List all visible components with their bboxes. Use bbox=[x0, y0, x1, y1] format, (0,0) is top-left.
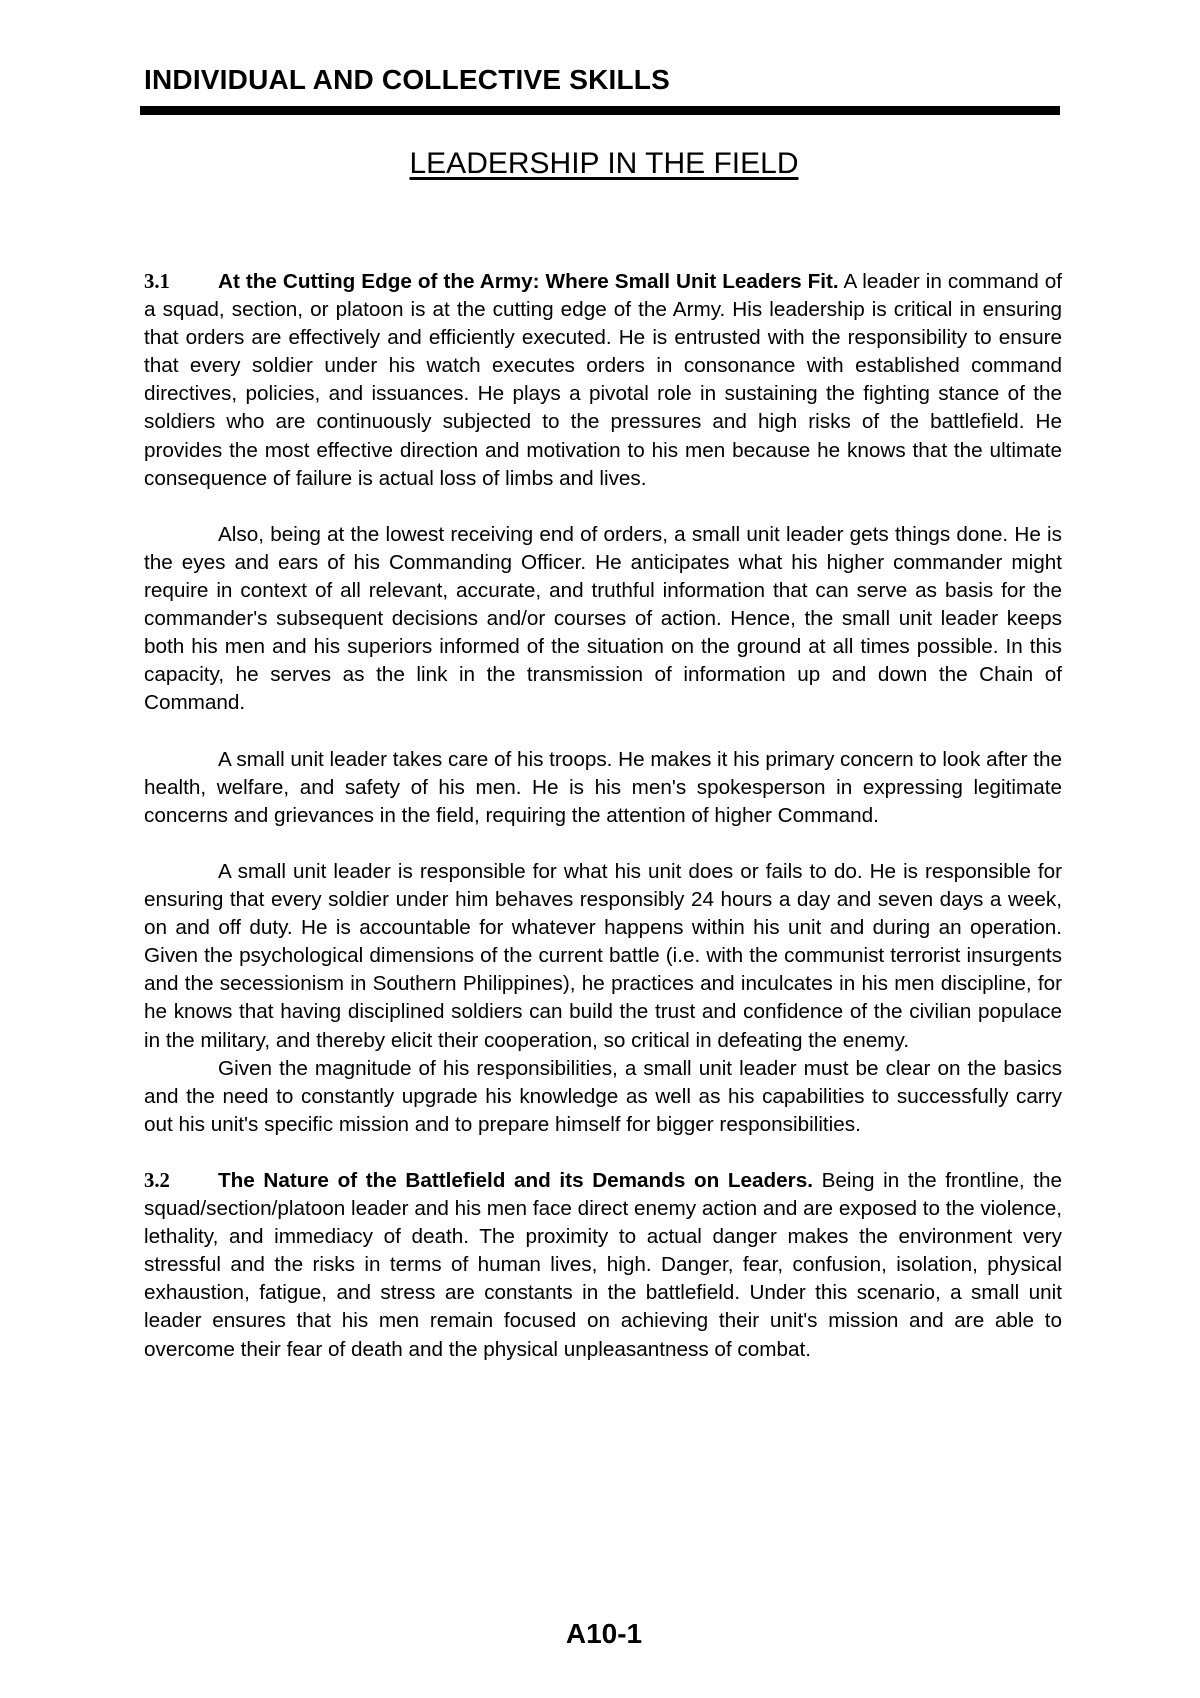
section-number: 3.1 bbox=[144, 271, 170, 293]
page-number: A10-1 bbox=[565, 1618, 643, 1649]
section-lead-text: Being in the frontline, the squad/section/platoon leader and his men face direct enemy action and are exposed to the violence, lethality, and immediacy of death. The proximity to actual danger makes the environment very stressful and the risks in terms of human lives, high. Danger, fear, confusion, isolation, physical exhaustion, fatigue, and stress are constants in the battlefield. Under this scenario, a small unit leader ensures that his men remain focused on achieving their unit's mission and are able to overcome their fear of death and the physical unpleasantness of combat. bbox=[144, 1169, 1062, 1361]
document-body bbox=[144, 268, 1062, 1364]
running-header: INDIVIDUAL AND COLLECTIVE SKILLS bbox=[144, 64, 670, 95]
section-heading: The Nature of the Battlefield and its Demands on Leaders. bbox=[218, 1169, 813, 1192]
section-heading: At the Cutting Edge of the Army: Where Small Unit Leaders Fit. bbox=[218, 270, 839, 293]
section-3-2-paragraph bbox=[144, 1167, 1062, 1364]
section-lead-text: A leader in command of a squad, section, or platoon is at the cutting edge of the Army. His leadership is critical in ensuring that orders are effectively and efficiently executed. He is entrusted with the responsibility to ensure that every soldier under his watch executes orders in consonance with established command directives, policies, and issuances. He plays a pivotal role in sustaining the fighting stance of the soldiers who are continuously subjected to the pressures and high risks of the battlefield. He provides the most effective direction and motivation to his men because he knows that the ultimate consequence of failure is actual loss of limbs and lives. bbox=[144, 270, 1062, 490]
section-3-1-paragraph bbox=[144, 268, 1062, 493]
body-paragraph: A small unit leader takes care of his troops. He makes it his primary concern to look after the health, welfare, and safety of his men. He is his men's spokesperson in expressing legitimate concerns and grievances in the field, requiring the attention of higher Command. bbox=[144, 747, 1062, 827]
header-rule bbox=[140, 106, 1060, 115]
body-paragraph: Also, being at the lowest receiving end of orders, a small unit leader gets things done. He is the eyes and ears of his Commanding Officer. He anticipates what his higher commander might require in context of all relevant, accurate, and truthful information that can serve as basis for the commander's subsequent decisions and/or courses of action. Hence, the small unit leader keeps both his men and his superiors informed of the situation on the ground at all times possible. In this capacity, he serves as the link in the transmission of information up and down the Chain of Command. bbox=[144, 522, 1062, 715]
document-page bbox=[144, 0, 1064, 1698]
body-paragraph: A small unit leader is responsible for what his unit does or fails to do. He is responsible for ensuring that every soldier under him behaves responsibly 24 hours a day and seven days a week, on and off duty. He is accountable for whatever happens within his unit and during an operation. Given the psychological dimensions of the current battle (i.e. with the communist terrorist insurgents and the secessionism in Southern Philippines), he practices and inculcates in his men discipline, for he knows that having disciplined soldiers can build the trust and confidence of the civilian populace in the military, and thereby elicit their cooperation, so critical in defeating the enemy. bbox=[144, 859, 1062, 1052]
paragraph-gap bbox=[144, 493, 1062, 521]
paragraph-gap bbox=[144, 718, 1062, 746]
paragraph-gap bbox=[144, 1139, 1062, 1167]
page-title: LEADERSHIP IN THE FIELD bbox=[409, 147, 799, 180]
body-paragraph: Given the magnitude of his responsibilities, a small unit leader must be clear on the basics and the need to constantly upgrade his knowledge as well as his capabilities to successfully carry out his unit's specific mission and to prepare himself for bigger responsibilities. bbox=[144, 1056, 1062, 1136]
paragraph-gap bbox=[144, 830, 1062, 858]
section-number: 3.2 bbox=[144, 1170, 170, 1192]
